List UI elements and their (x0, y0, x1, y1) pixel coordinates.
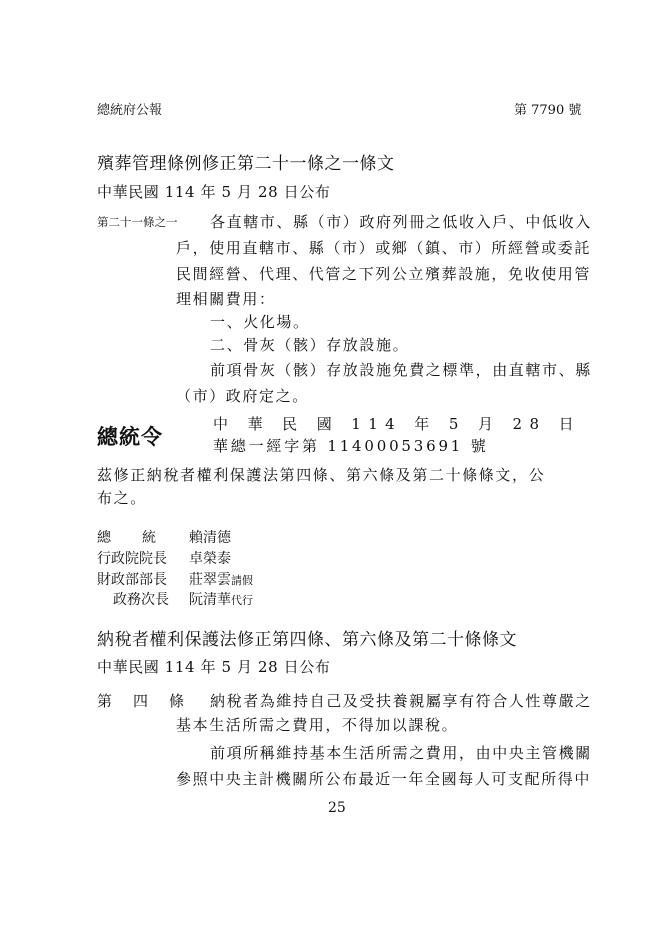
section1-date: 中華民國 114 年 5 月 28 日公布 (97, 183, 331, 201)
signatory-title: 財政部部長 (97, 572, 167, 588)
signatory-vice-minister (113, 589, 253, 609)
section2-date: 中華民國 114 年 5 月 28 日公布 (97, 658, 331, 676)
page-number: 25 (328, 800, 346, 816)
section1-title: 殯葬管理條例修正第二十一條之一條文 (97, 154, 395, 174)
signatory-title: 行政院院長 (97, 551, 167, 567)
section2-title: 納稅者權利保護法修正第四條、第六條及第二十條條文 (97, 630, 517, 650)
section2-line-3: 前項所稱維持基本生活所需之費用，由中央主管機關 (210, 744, 592, 762)
signatory-title: 政務次長 (113, 592, 169, 608)
signatory-title: 總 統 (97, 530, 157, 546)
section1-article-label: 第二十一條之一 (97, 215, 178, 229)
order-text-line-1: 茲修正納稅者權利保護法第四條、第六條及第二十條條文，公 (97, 466, 546, 484)
section2-line-1: 納稅者為維持自己及受扶養親屬享有符合人性尊嚴之 (210, 692, 592, 710)
section1-line-2: 戶，使用直轄市、縣（市）或鄉（鎮、市）所經營或委託 (176, 239, 592, 257)
signatory-note: 請假 (231, 574, 253, 587)
section1-line-1: 各直轄市、縣（市）政府列冊之低收入戶、中低收入 (210, 213, 592, 231)
issue-number: 第 7790 號 (514, 103, 582, 118)
section2-line-2: 基本生活所需之費用，不得加以課稅。 (176, 716, 459, 734)
section1-line-4: 理相關費用： (176, 290, 276, 308)
order-label: 總統令 (97, 425, 163, 449)
section2-line-4: 參照中央主計機關所公布最近一年全國每人可支配所得中 (176, 770, 592, 788)
signatory-finance-minister (97, 569, 253, 589)
section1-line-7: 前項骨灰（骸）存放設施免費之標準，由直轄市、縣 (210, 361, 592, 379)
order-text-line-2: 布之。 (97, 489, 147, 507)
section1-line-5: 一、火化場。 (210, 313, 310, 331)
order-date: 中 華 民 國 114 年 5 月 28 日 (213, 415, 581, 433)
section2-article-label: 第 四 條 (97, 692, 188, 710)
signatory-name: 賴清德 (189, 530, 231, 546)
order-number: 華總一經字第 11400053691 號 (213, 437, 489, 455)
signatory-name: 莊翠雲 (189, 572, 231, 588)
signatory-premier (97, 548, 231, 568)
section1-line-3: 民間經營、代理、代管之下列公立殯葬設施，免收使用管 (176, 265, 592, 283)
signatory-president (97, 527, 231, 547)
signatory-name: 卓榮泰 (189, 551, 231, 567)
signatory-name: 阮清華 (189, 592, 231, 608)
gazette-title: 總統府公報 (97, 103, 163, 118)
signatory-note: 代行 (231, 594, 253, 607)
section1-line-8: （市）政府定之。 (176, 387, 309, 405)
section1-line-6: 二、骨灰（骸）存放設施。 (210, 336, 410, 354)
